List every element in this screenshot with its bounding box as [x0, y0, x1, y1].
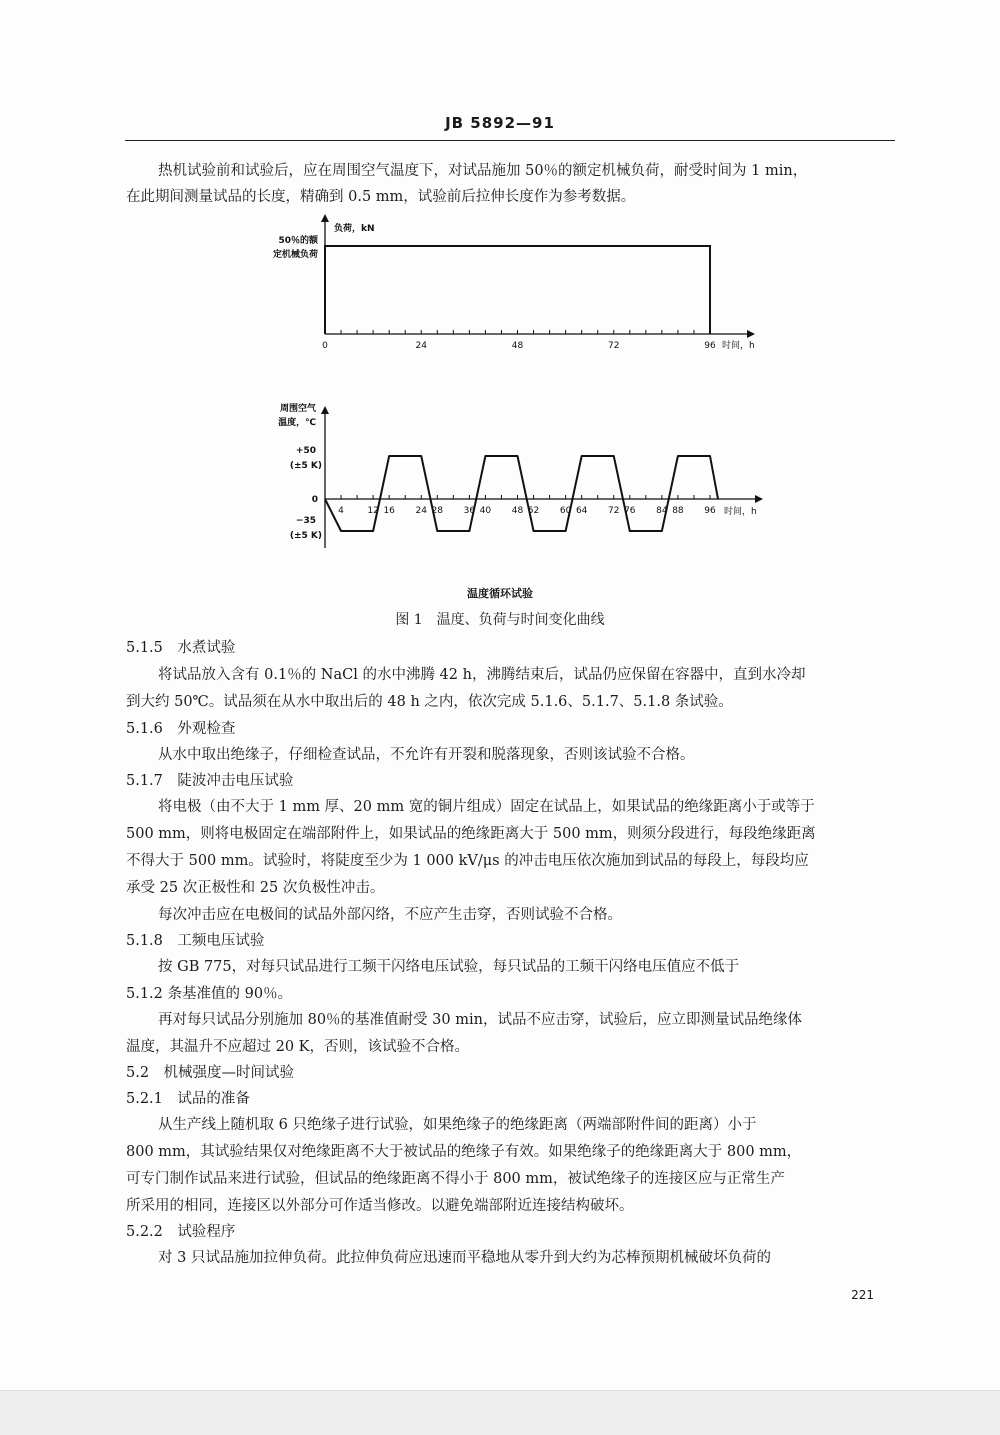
- section-5-1-5-heading: 5.1.5 水煮试验: [126, 640, 236, 656]
- section-5-1-8-heading: 5.1.8 工频电压试验: [126, 933, 265, 949]
- temp-x-tick-label: 28: [431, 506, 444, 516]
- section-5-1-8-line-4: 温度，其温升不应超过 20 K，否则，该试验不合格。: [126, 1039, 469, 1055]
- load-axes: [321, 214, 755, 338]
- header-rule: [125, 140, 895, 141]
- temp-x-tick-label: 64: [575, 506, 588, 516]
- temp-zero-label: 0: [311, 495, 318, 505]
- temp-lower-label-2: (±5 K): [289, 531, 322, 541]
- temp-x-tick-label: 88: [672, 506, 684, 516]
- section-5-1-7-line-2: 500 mm，则将电极固定在端部附件上，如果试品的绝缘距离大于 500 mm，则须分段进行，每段绝缘距离: [126, 826, 816, 842]
- load-x-tick-label: 24: [415, 341, 427, 351]
- section-5-1-5-line-1: 将试品放入含有 0.1％的 NaCl 的水中沸腾 42 h，沸腾结束后，试品仍应保留在容器中，直到水冷却: [158, 667, 806, 683]
- load-y-axis-label: 负荷，kN: [334, 224, 375, 234]
- section-5-1-6-line-1: 从水中取出绝缘子，仔细检查试品，不允许有开裂和脱落现象，否则该试验不合格。: [158, 747, 695, 763]
- load-x-tick-label: 48: [511, 341, 524, 351]
- temp-x-tick-label: 12: [367, 506, 379, 516]
- load-level-label-1: 50％的额: [278, 236, 318, 246]
- section-5-2-2-line-1: 对 3 只试品施加拉伸负荷。此拉伸负荷应迅速而平稳地从零升到大约为芯棒预期机械破坏负荷的: [158, 1250, 771, 1266]
- load-level-label-2: 定机械负荷: [272, 250, 318, 260]
- section-5-1-7-line-3: 不得大于 500 mm。试验时，将陡度至少为 1 000 kV/μs 的冲击电压依次施加到试品的每段上，每段均应: [126, 853, 809, 869]
- section-5-2-1-line-4: 所采用的相同，连接区以外部分可作适当修改。以避免端部附近连接结构破坏。: [126, 1198, 634, 1214]
- load-tick-labels: [322, 341, 716, 351]
- temp-x-tick-label: 76: [624, 506, 636, 516]
- temp-tick-labels: [338, 506, 716, 516]
- load-series-line: [325, 246, 710, 334]
- section-5-1-6-heading: 5.1.6 外观检查: [126, 721, 236, 737]
- temp-axes: [321, 406, 763, 548]
- temp-x-tick-label: 36: [463, 506, 476, 516]
- temp-series-line: [325, 456, 718, 531]
- load-time-chart: [250, 212, 770, 362]
- section-5-2-1-line-1: 从生产线上随机取 6 只绝缘子进行试验，如果绝缘子的绝缘距离（两端部附件间的距离）小于: [158, 1117, 757, 1133]
- temp-upper-label-1: +50: [295, 446, 316, 456]
- section-5-2-2-heading: 5.2.2 试验程序: [126, 1224, 236, 1240]
- temp-upper-label-2: (±5 K): [289, 461, 322, 471]
- page-number: 221: [851, 1288, 874, 1302]
- section-5-1-8-line-1: 按 GB 775，对每只试品进行工频干闪络电压试验，每只试品的工频干闪络电压值应不低于: [158, 959, 740, 975]
- temp-y-label-2: 温度，℃: [278, 418, 316, 428]
- load-x-tick-label: 96: [704, 341, 716, 351]
- section-5-1-7-line-5: 每次冲击应在电极间的试品外部闪络，不应产生击穿，否则试验不合格。: [158, 907, 622, 923]
- intro-line-1: 热机试验前和试验后，应在周围空气温度下，对试品施加 50％的额定机械负荷，耐受时间为 1 min，: [158, 163, 808, 179]
- section-5-1-7-line-1: 将电极（由不大于 1 mm 厚、20 mm 宽的铜片组成）固定在试品上，如果试品的绝缘距离小于或等于: [158, 799, 815, 815]
- section-5-2-1-line-2: 800 mm，其试验结果仅对绝缘距离不大于被试品的绝缘子有效。如果绝缘子的绝缘距离大于 800 mm，: [126, 1144, 802, 1160]
- load-x-axis-label: 时间，h: [722, 341, 755, 351]
- section-5-2-1-line-3: 可专门制作试品来进行试验，但试品的绝缘距离不得小于 800 mm，被试绝缘子的连接区应与正常生产: [126, 1171, 785, 1187]
- temp-x-tick-label: 60: [559, 506, 572, 516]
- section-5-1-8-line-3: 再对每只试品分别施加 80％的基准值耐受 30 min，试品不应击穿，试验后，应立即测量试品绝缘体: [158, 1012, 802, 1028]
- page-header: JB 5892—91: [445, 114, 555, 132]
- temp-x-tick-label: 24: [415, 506, 427, 516]
- temp-x-tick-label: 84: [656, 506, 668, 516]
- viewer-bottom-bar: [0, 1390, 1000, 1435]
- temp-lower-label-1: −35: [295, 516, 316, 526]
- temp-x-tick-label: 48: [511, 506, 524, 516]
- temp-y-label-1: 周围空气: [279, 404, 316, 414]
- temp-x-tick-label: 16: [383, 506, 395, 516]
- section-5-1-8-line-2: 5.1.2 条基准值的 90％。: [126, 986, 293, 1002]
- figure-caption: 图 1 温度、负荷与时间变化曲线: [395, 612, 605, 628]
- temp-x-tick-label: 96: [704, 506, 716, 516]
- temp-x-tick-label: 72: [608, 506, 620, 516]
- load-x-tick-label: 72: [608, 341, 620, 351]
- section-5-1-7-line-4: 承受 25 次正极性和 25 次负极性冲击。: [126, 880, 385, 896]
- temperature-time-chart: [250, 398, 780, 558]
- figure-subtitle: 温度循环试验: [467, 587, 533, 600]
- temp-x-tick-label: 40: [479, 506, 492, 516]
- section-5-2-1-heading: 5.2.1 试品的准备: [126, 1091, 250, 1107]
- temp-x-tick-label: 4: [338, 506, 344, 516]
- section-5-2-heading: 5.2 机械强度—时间试验: [126, 1065, 295, 1081]
- intro-line-2: 在此期间测量试品的长度，精确到 0.5 mm，试验前后拉伸长度作为参考数据。: [126, 189, 636, 205]
- temp-x-tick-label: 52: [527, 506, 540, 516]
- section-5-1-5-line-2: 到大约 50℃。试品须在从水中取出后的 48 h 之内，依次完成 5.1.6、5.1.7、5.1.8 条试验。: [126, 694, 733, 710]
- section-5-1-7-heading: 5.1.7 陡波冲击电压试验: [126, 773, 294, 789]
- load-x-tick-label: 0: [322, 341, 328, 351]
- temp-x-axis-label: 时间，h: [724, 507, 757, 517]
